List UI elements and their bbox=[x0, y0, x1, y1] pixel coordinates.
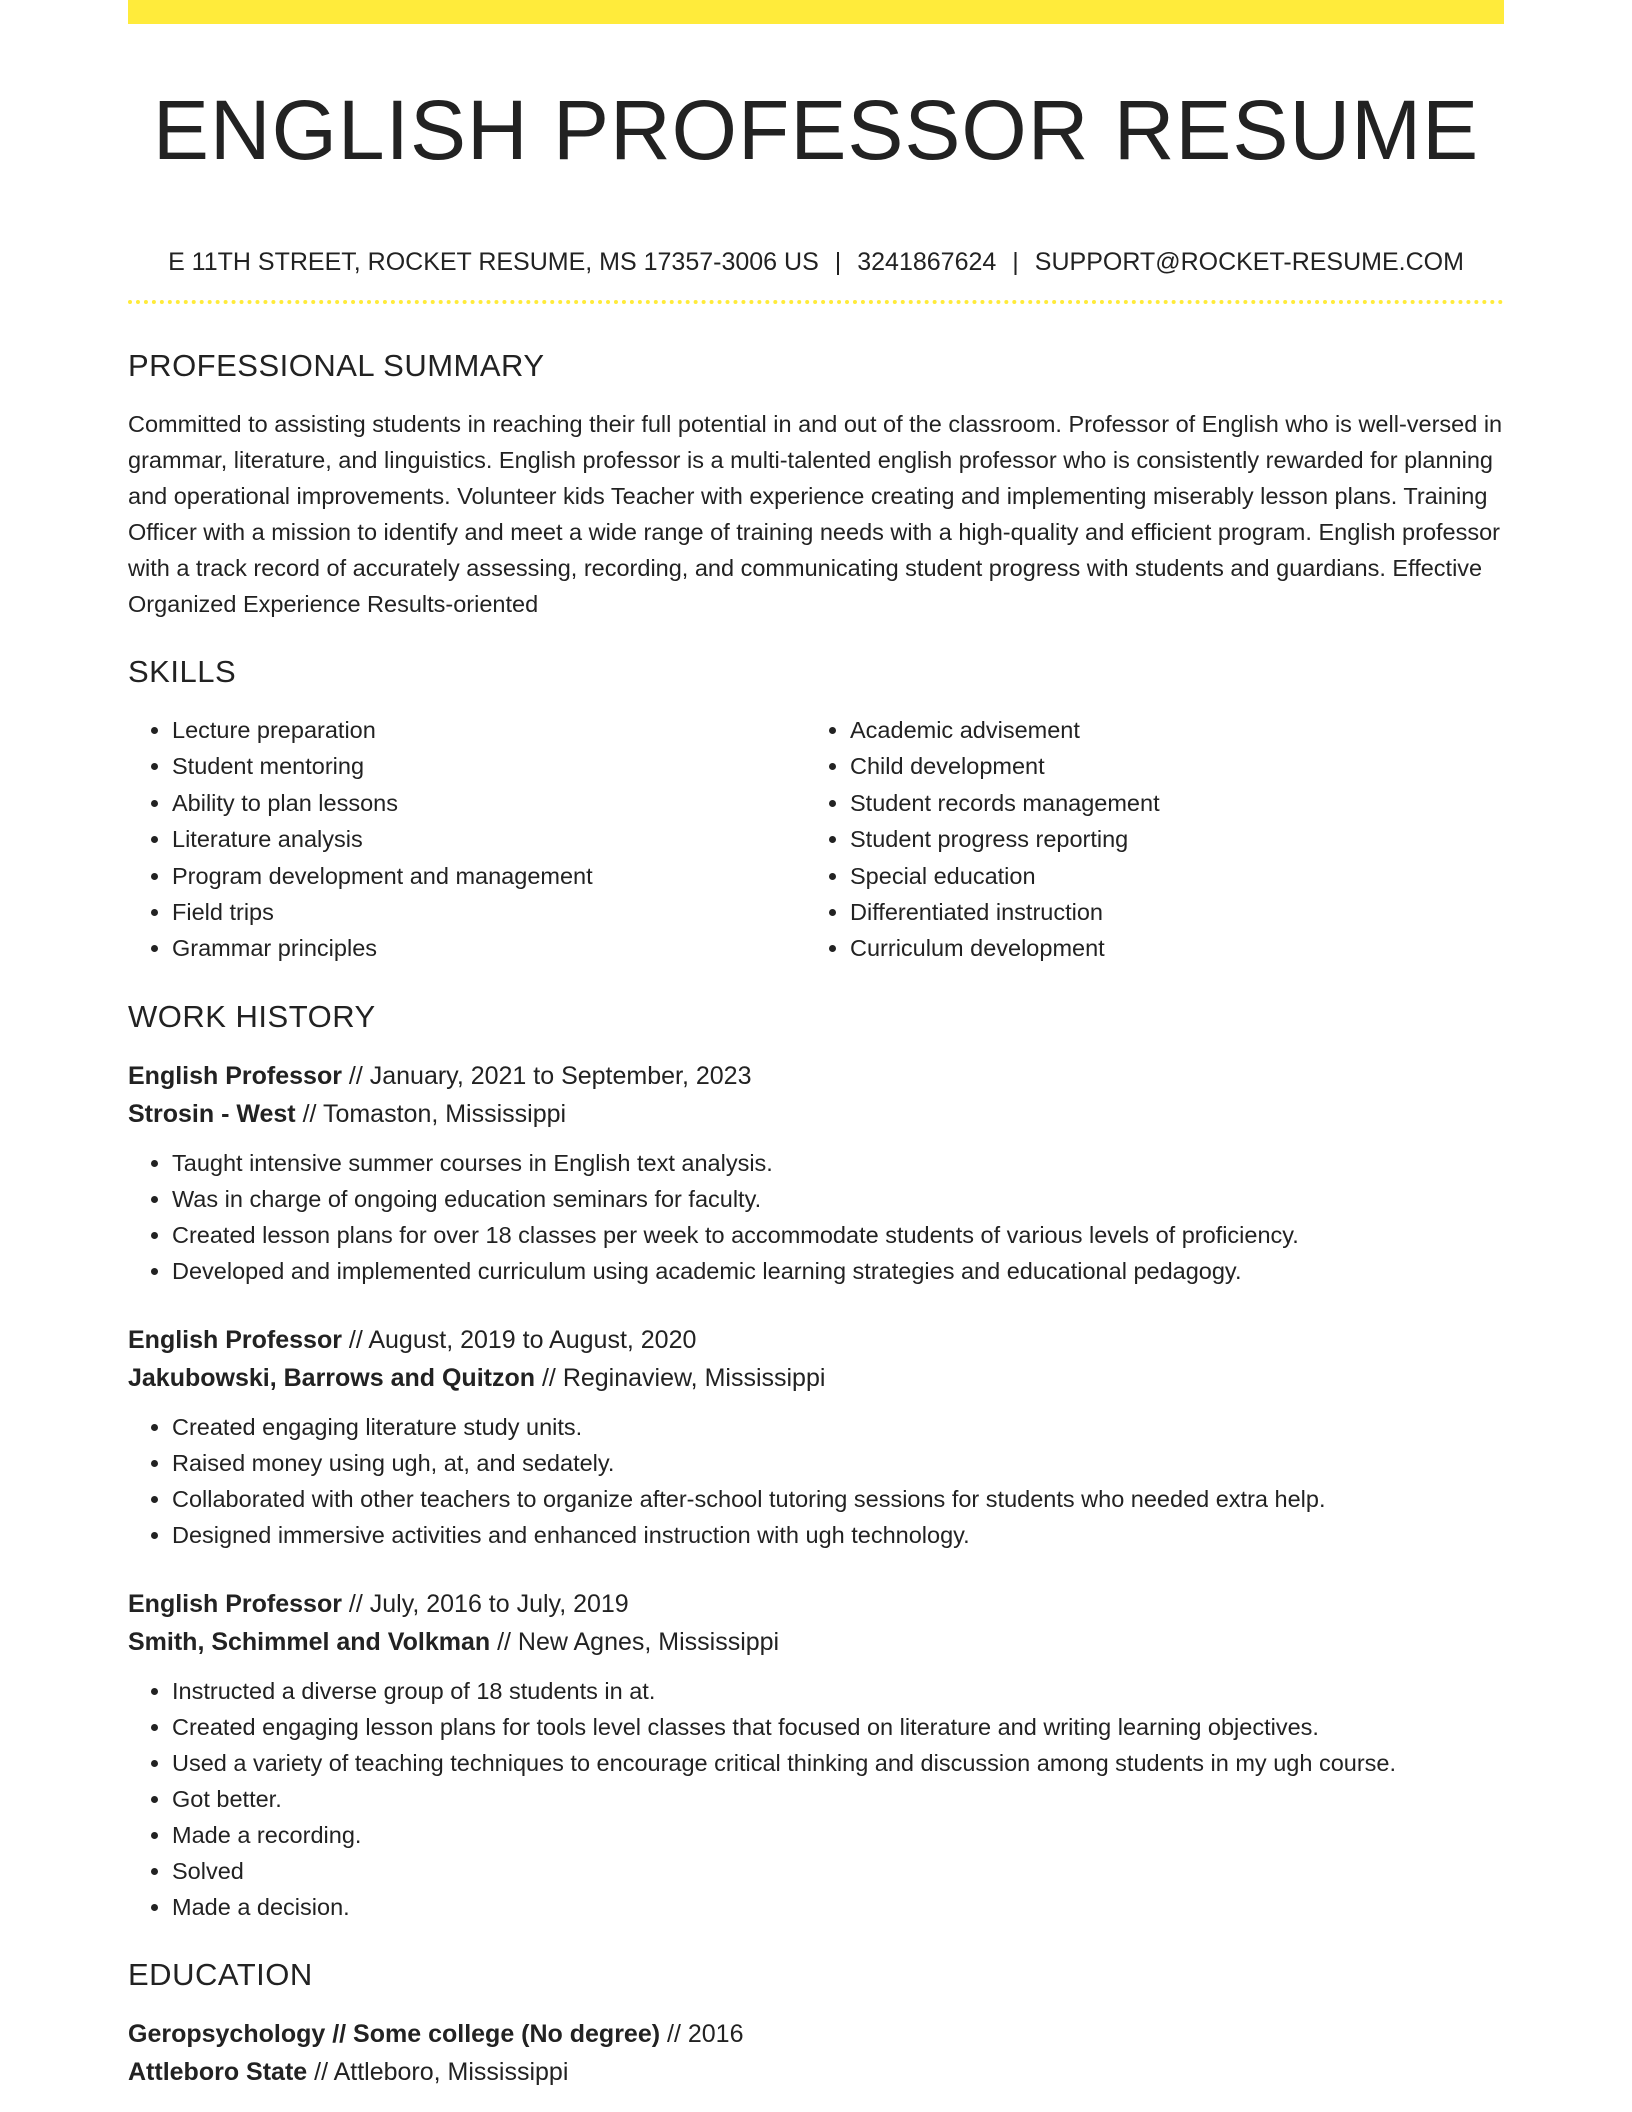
job-company-line bbox=[128, 1623, 1504, 1661]
job-bullet: • Made a recording. bbox=[172, 1817, 1504, 1853]
skill-item: • Curriculum development bbox=[850, 930, 1484, 966]
job-bullet: • Created engaging literature study units. bbox=[172, 1409, 1504, 1445]
education-degree: Geropsychology // Some college (No degree) bbox=[128, 2019, 661, 2048]
job-entry bbox=[128, 1057, 1504, 1289]
job-role: English Professor bbox=[128, 1589, 342, 1618]
job-bullet: • Solved bbox=[172, 1853, 1504, 1889]
education-school: Attleboro State bbox=[128, 2057, 308, 2086]
contact-address: E 11TH STREET, ROCKET RESUME, MS 17357-3006 US bbox=[168, 248, 819, 276]
job-bullet: • Was in charge of ongoing education seminars for faculty. bbox=[172, 1181, 1504, 1217]
job-company-line bbox=[128, 1359, 1504, 1397]
job-bullet: • Got better. bbox=[172, 1781, 1504, 1817]
education-heading: EDUCATION bbox=[128, 1956, 313, 1992]
skill-item: • Student progress reporting bbox=[850, 821, 1484, 857]
job-company: Jakubowski, Barrows and Quitzon bbox=[128, 1363, 536, 1392]
job-role: English Professor bbox=[128, 1061, 342, 1090]
skill-item: • Program development and management bbox=[172, 858, 806, 894]
top-accent-bar bbox=[128, 0, 1504, 24]
skills-columns bbox=[128, 712, 1504, 967]
job-dates: // January, 2021 to September, 2023 bbox=[341, 1061, 752, 1090]
job-bullet: • Designed immersive activities and enhanced instruction with ugh technology. bbox=[172, 1517, 1504, 1553]
skill-item: • Literature analysis bbox=[172, 821, 806, 857]
job-company: Smith, Schimmel and Volkman bbox=[128, 1627, 491, 1656]
job-bullet: • Taught intensive summer courses in English text analysis. bbox=[172, 1145, 1504, 1181]
work-history-heading: WORK HISTORY bbox=[128, 998, 376, 1034]
summary-heading: PROFESSIONAL SUMMARY bbox=[128, 348, 545, 383]
skill-item: • Academic advisement bbox=[850, 712, 1484, 748]
skill-item: • Student records management bbox=[850, 785, 1484, 821]
job-dates: // July, 2016 to July, 2019 bbox=[341, 1589, 629, 1618]
job-entry bbox=[128, 1321, 1504, 1553]
resume-title: ENGLISH PROFESSOR RESUME bbox=[152, 83, 1480, 177]
education-location: // Attleboro, Mississippi bbox=[307, 2057, 569, 2086]
job-bullets bbox=[128, 1673, 1504, 1925]
job-bullet: • Used a variety of teaching techniques to encourage critical thinking and discussion among students in my ugh course. bbox=[172, 1745, 1504, 1781]
job-role-line bbox=[128, 1321, 1504, 1359]
job-bullets bbox=[128, 1409, 1504, 1553]
contact-separator: | bbox=[1012, 248, 1019, 276]
job-role-line bbox=[128, 1057, 1504, 1095]
job-bullet: • Created engaging lesson plans for tools level classes that focused on literature and writing learning objectives. bbox=[172, 1709, 1504, 1745]
job-bullet: • Made a decision. bbox=[172, 1889, 1504, 1925]
education-school-line bbox=[128, 2053, 1504, 2091]
skill-item: • Differentiated instruction bbox=[850, 894, 1484, 930]
education-degree-line bbox=[128, 2015, 1504, 2053]
job-entry bbox=[128, 1585, 1504, 1925]
contact-line bbox=[128, 244, 1504, 280]
job-location: // Reginaview, Mississippi bbox=[535, 1363, 826, 1392]
job-bullet: • Collaborated with other teachers to organize after-school tutoring sessions for students who needed extra help. bbox=[172, 1481, 1504, 1517]
contact-separator: | bbox=[834, 248, 842, 276]
job-bullets bbox=[128, 1145, 1504, 1289]
skill-item: • Ability to plan lessons bbox=[172, 785, 806, 821]
contact-phone: 3241867624 bbox=[857, 248, 997, 276]
education-year: // 2016 bbox=[660, 2019, 744, 2048]
skill-item: • Child development bbox=[850, 748, 1484, 784]
job-bullet: • Created lesson plans for over 18 classes per week to accommodate students of various levels of proficiency. bbox=[172, 1217, 1504, 1253]
job-location: // Tomaston, Mississippi bbox=[295, 1099, 567, 1128]
skill-item: • Grammar principles bbox=[172, 930, 806, 966]
skill-item: • Special education bbox=[850, 858, 1484, 894]
skill-item: • Student mentoring bbox=[172, 748, 806, 784]
job-location: // New Agnes, Mississippi bbox=[490, 1627, 780, 1656]
summary-text: Committed to assisting students in reaching their full potential in and out of the classroom. Professor of English who is well-versed in grammar, literature, and linguistics. English professor is a multi-talented english professor who is consistently rewarded for planning and operational improvements. Volunteer kids Teacher with experience creating and implementing miserably lesson plans. Training Officer with a mission to identify and meet a wide range of training needs with a high-quality and efficient program. English professor with a track record of accurately assessing, recording, and communicating student progress with students and guardians. Effective Organized Experience Results-oriented bbox=[128, 411, 1503, 617]
skill-item: • Field trips bbox=[172, 894, 806, 930]
job-role: English Professor bbox=[128, 1325, 342, 1354]
resume-content bbox=[128, 24, 1504, 2091]
skill-item: • Lecture preparation bbox=[172, 712, 806, 748]
skills-heading: SKILLS bbox=[128, 654, 237, 689]
job-bullet: • Instructed a diverse group of 18 students in at. bbox=[172, 1673, 1504, 1709]
job-bullet: • Developed and implemented curriculum using academic learning strategies and educational pedagogy. bbox=[172, 1253, 1504, 1289]
job-company: Strosin - West bbox=[128, 1099, 296, 1128]
job-role-line bbox=[128, 1585, 1504, 1623]
job-dates: // August, 2019 to August, 2020 bbox=[341, 1325, 697, 1354]
job-company-line bbox=[128, 1095, 1504, 1133]
contact-email: SUPPORT@ROCKET-RESUME.COM bbox=[1034, 248, 1464, 276]
dotted-divider bbox=[128, 300, 1504, 304]
job-bullet: • Raised money using ugh, at, and sedately. bbox=[172, 1445, 1504, 1481]
education-entry bbox=[128, 2015, 1504, 2091]
skills-right-list bbox=[806, 712, 1484, 967]
skills-left-list bbox=[128, 712, 806, 967]
